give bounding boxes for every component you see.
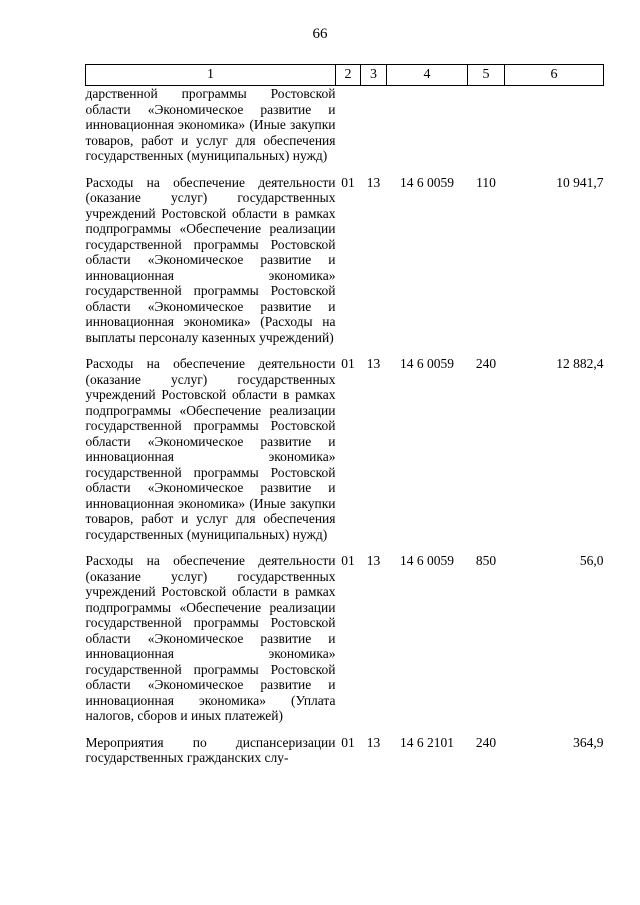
- row-expense-type: 850: [475, 553, 497, 568]
- header-cell-6: 6: [505, 65, 604, 86]
- table-row: [86, 164, 604, 346]
- table-row: [86, 724, 604, 766]
- row-description: Расходы на обеспечение деятельности (оказание услуг) государственных учреждений Ростовской области в рамках подпрограммы «Обеспечение реализации государственной программы Ростовской области «Экономическое развитие и инновационная экономика» государственной программы Ростовской области «Экономическое развитие и инновационная экономика» (Уплата налогов, сборов и иных платежей): [85, 553, 336, 723]
- row-expense-type: [468, 86, 505, 164]
- page-number: 66: [312, 26, 328, 42]
- row-amount: 12 882,4: [556, 356, 604, 371]
- table-row: [86, 86, 604, 164]
- row-section: [336, 86, 361, 164]
- row-section: 01: [341, 174, 355, 190]
- row-amount: 10 941,7: [556, 174, 604, 190]
- row-section: 01: [341, 553, 355, 568]
- header-cell-1: 1: [86, 65, 336, 86]
- row-subsection: 13: [366, 553, 381, 568]
- row-description: Мероприятия по диспансеризации государственных гражданских слу-: [85, 734, 336, 765]
- row-amount: [505, 86, 604, 164]
- row-section: 01: [341, 356, 355, 371]
- row-subsection: 13: [366, 356, 381, 371]
- header-cell-5: 5: [468, 65, 505, 86]
- row-expense-type: 240: [475, 356, 497, 371]
- row-description: дарственной программы Ростовской области «Экономическое развитие и инновационная экономика» (Иные закупки товаров, работ и услуг для обеспечения государственных (муниципальных) нужд): [85, 86, 336, 163]
- header-cell-4: 4: [387, 65, 468, 86]
- table-body: [86, 86, 604, 766]
- row-subsection: 13: [366, 174, 381, 190]
- row-target-article: 14 6 2101: [400, 734, 454, 750]
- row-subsection: [361, 86, 387, 164]
- table-row: [86, 345, 604, 542]
- budget-table: [85, 64, 604, 766]
- row-amount: 364,9: [573, 734, 604, 750]
- row-target-article: [387, 86, 468, 164]
- row-target-article: 14 6 0059: [400, 174, 454, 190]
- row-amount: 56,0: [579, 553, 604, 568]
- table-header: [86, 65, 604, 86]
- table-row: [86, 542, 604, 724]
- row-target-article: 14 6 0059: [400, 356, 454, 371]
- row-description: Расходы на обеспечение деятельности (оказание услуг) государственных учреждений Ростовской области в рамках подпрограммы «Обеспечение реализации государственной программы Ростовской области «Экономическое развитие и инновационная экономика» государственной программы Ростовской области «Экономическое развитие и инновационная экономика» (Иные закупки товаров, работ и услуг для обеспечения государственных (муниципальных) нужд): [85, 356, 336, 542]
- header-row: [86, 65, 604, 86]
- row-description: Расходы на обеспечение деятельности (оказание услуг) государственных учреждений Ростовской области в рамках подпрограммы «Обеспечение реализации государственной программы Ростовской области «Экономическое развитие и инновационная экономика» государственной программы Ростовской области «Экономическое развитие и инновационная экономика» (Расходы на выплаты персоналу казенных учреждений): [85, 174, 336, 345]
- header-cell-2: 2: [336, 65, 361, 86]
- row-target-article: 14 6 0059: [400, 553, 454, 568]
- row-subsection: 13: [366, 734, 381, 750]
- row-section: 01: [341, 734, 355, 750]
- row-expense-type: 240: [475, 734, 497, 750]
- header-cell-3: 3: [361, 65, 387, 86]
- row-expense-type: 110: [476, 174, 496, 190]
